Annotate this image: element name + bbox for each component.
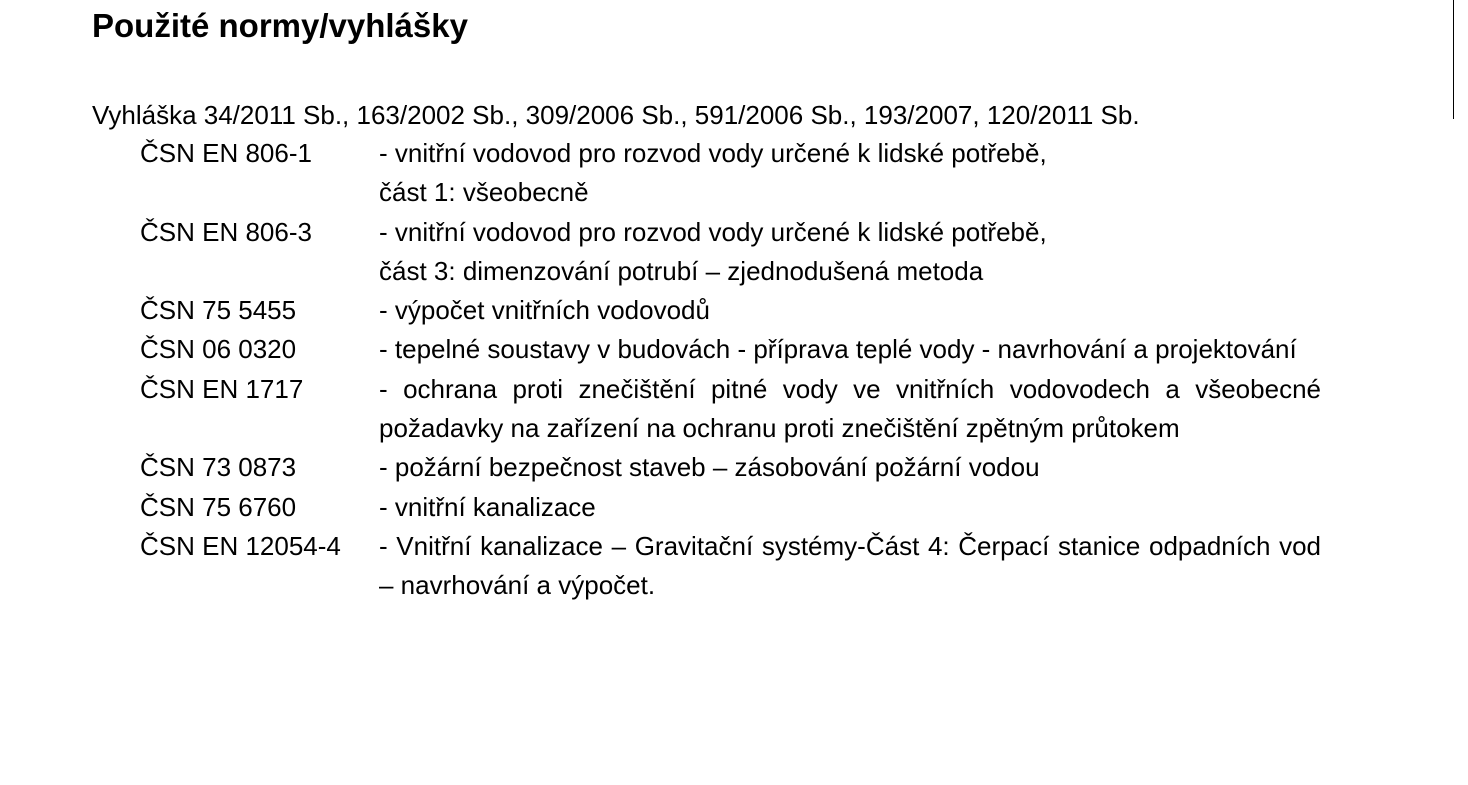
norm-description: - vnitřní kanalizace [379,491,596,522]
norm-item [140,291,1321,330]
norm-description: - tepelné soustavy v budovách - příprava teplé vody - navrhování a projektování [379,334,1297,365]
norm-item [140,448,1321,487]
norm-item [140,330,1321,369]
page-edge-rule [1453,0,1454,119]
norm-item [140,370,1321,449]
norm-description: - výpočet vnitřních vodovodů [379,295,710,326]
norm-code: ČSN 06 0320 [140,334,297,365]
norm-item [140,488,1321,527]
norm-code: ČSN 75 6760 [140,491,297,522]
norm-description: - vnitřní vodovod pro rozvod vody určené k lidské potřebě, část 3: dimenzování potrubí – zjednodušená metoda [379,216,1047,286]
norm-item [140,134,1321,213]
decree-list: Vyhláška 34/2011 Sb., 163/2002 Sb., 309/2006 Sb., 591/2006 Sb., 193/2007, 120/2011 Sb. [92,100,1140,130]
norm-code: ČSN EN 1717 [140,373,304,404]
norm-code: ČSN EN 12054-4 [140,530,341,561]
norm-description: - vnitřní vodovod pro rozvod vody určené k lidské potřebě, část 1: všeobecně [379,138,1047,208]
norm-code: ČSN EN 806-1 [140,138,312,168]
norm-description: - ochrana proti znečištění pitné vody ve vnitřních vodovodech a všeobecné požadavky na zařízení na ochranu proti znečištění zpětným průtokem [379,373,1321,444]
norm-item [140,527,1321,606]
norm-code: ČSN 75 5455 [140,295,297,326]
norm-description: - Vnitřní kanalizace – Gravitační systémy-Část 4: Čerpací stanice odpadních vod – navrhování a výpočet. [379,530,1321,601]
section-heading: Použité normy/vyhlášky [92,7,468,44]
norm-description: - požární bezpečnost staveb – zásobování požární vodou [379,452,1040,483]
norms-list [140,134,1321,606]
norm-item [140,213,1321,292]
norm-code: ČSN EN 806-3 [140,216,312,247]
norm-code: ČSN 73 0873 [140,452,297,483]
